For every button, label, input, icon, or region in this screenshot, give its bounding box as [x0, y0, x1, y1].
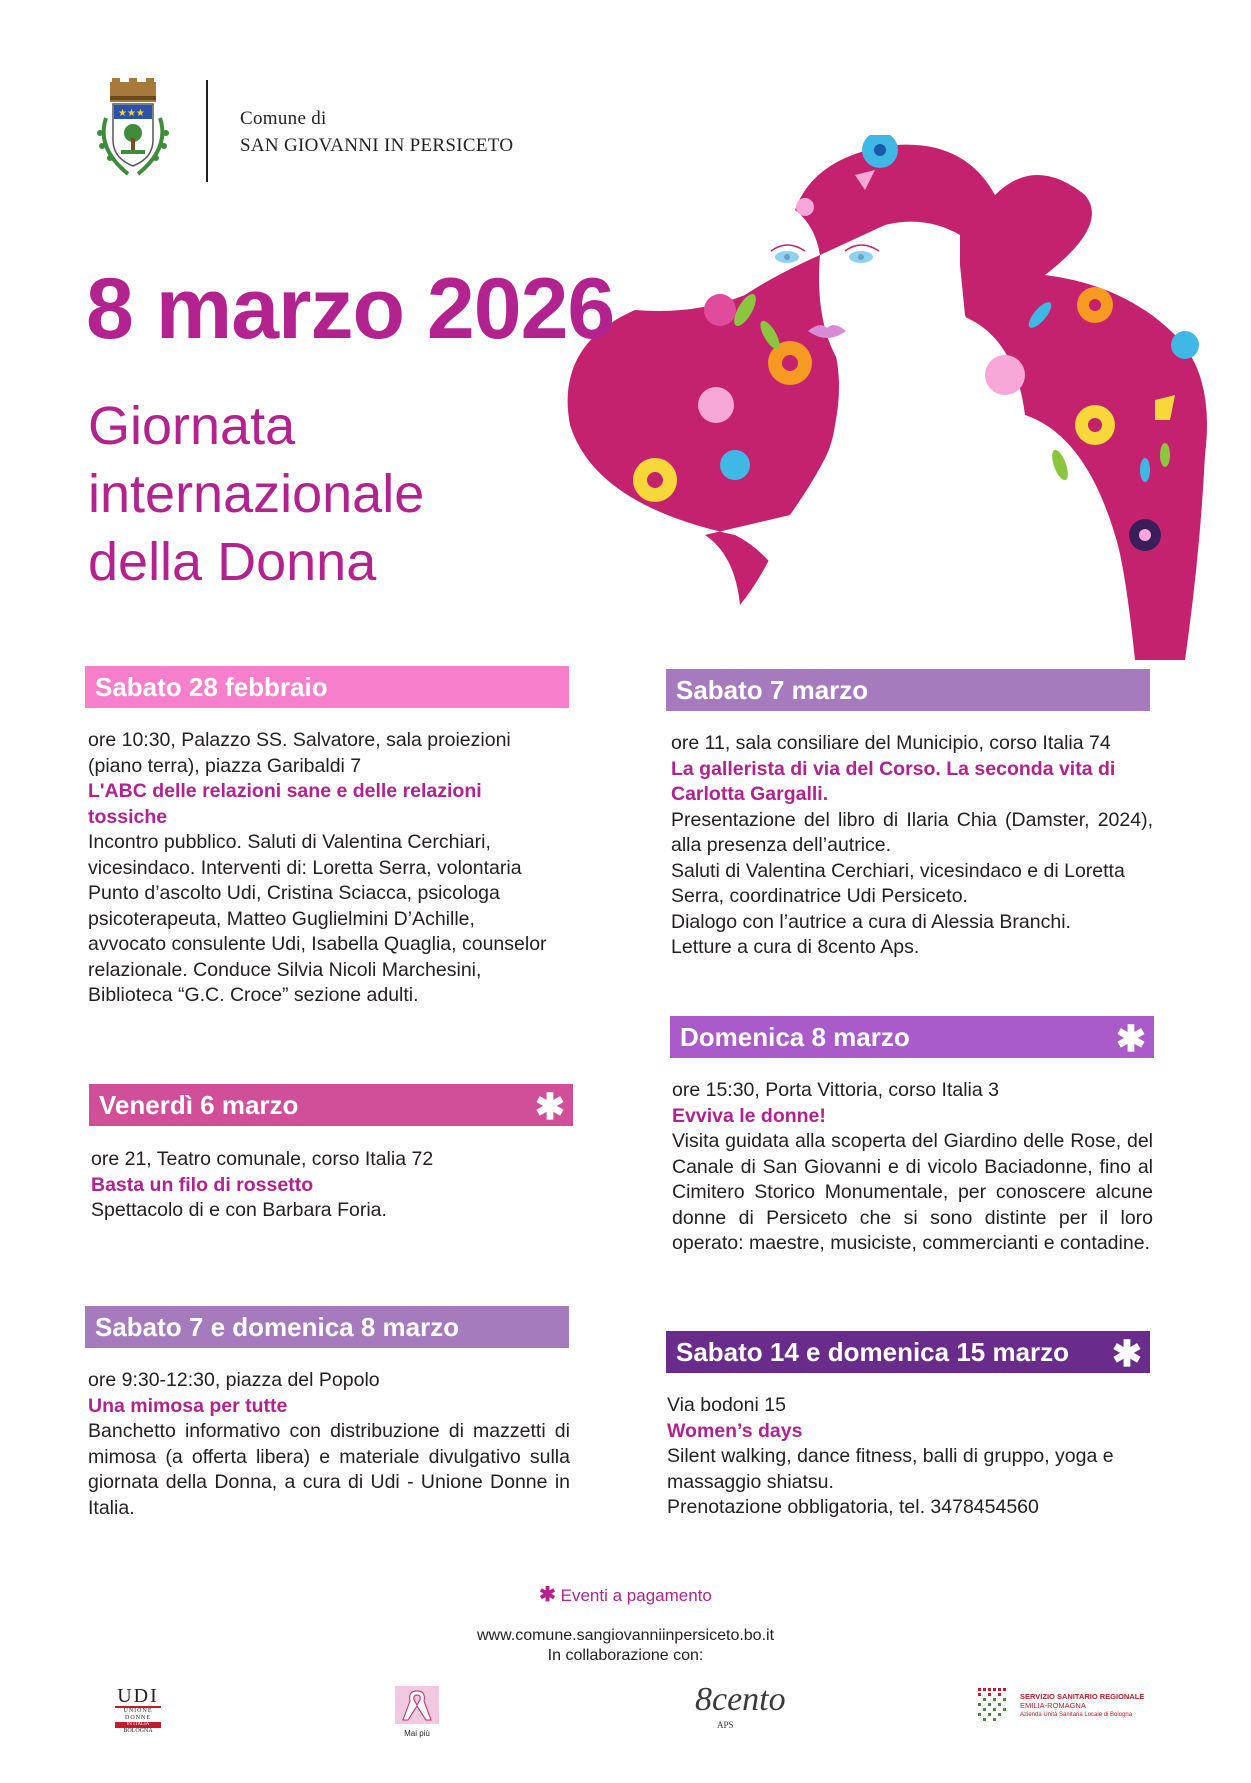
subtitle-line-2: internazionale: [88, 464, 425, 524]
event-4-description-4: Letture a cura di 8cento Aps.: [671, 936, 920, 958]
event-6-heading-bar: [666, 1331, 1150, 1373]
event-2-heading: Venerdì 6 marzo: [99, 1090, 299, 1120]
udi-logo-line-1: UNIONE: [123, 1708, 153, 1714]
event-6-description-1: Silent walking, dance fitness, balli di gruppo, yoga e massaggio shiatsu.: [667, 1445, 1114, 1493]
event-5-when: ore 15:30, Porta Vittoria, corso Italia 3: [672, 1079, 999, 1101]
pink-ribbon-icon: [395, 1686, 439, 1724]
udi-logo-line-3: IN ITALIA: [115, 1722, 161, 1728]
udi-logo-city: BOLOGNA: [123, 1728, 153, 1734]
event-4-when: ore 11, sala consiliare del Municipio, corso Italia 74: [671, 732, 1111, 754]
event-3-body: [88, 1368, 570, 1521]
event-2-when: ore 21, Teatro comunale, corso Italia 72: [91, 1148, 434, 1170]
event-4-description-1: Presentazione del libro di Ilaria Chia (Damster, 2024), alla presenza dell’autrice.: [671, 808, 1153, 856]
ssr-logo-line-3: Azienda Unità Sanitaria Locale di Bologna: [1020, 1712, 1133, 1718]
event-2-heading-bar: [89, 1084, 573, 1126]
website-link[interactable]: www.comune.sangiovanniinpersiceto.bo.it: [476, 1627, 775, 1644]
event-5-body: [672, 1078, 1153, 1257]
event-1-title: L'ABC delle relazioni sane e delle relazioni tossiche: [88, 780, 482, 828]
event-3-description: Banchetto informativo con distribuzione di mazzetti di mimosa (a offerta libera) e materiale divulgativo sulla giornata della Donna, a cura di Udi - Unione Donne in Italia.: [88, 1420, 570, 1519]
event-6-heading: Sabato 14 e domenica 15 marzo: [676, 1337, 1070, 1367]
event-2-description: Spettacolo di e con Barbara Foria.: [91, 1199, 387, 1221]
footer-info: [0, 1626, 1251, 1666]
event-subtitle: [88, 392, 424, 596]
event-4-description-2: Saluti di Valentina Cerchiari, vicesindaco e di Loretta Serra, coordinatrice Udi Persiceto.: [671, 859, 1125, 907]
udi-logo-line-2: DONNE: [125, 1715, 151, 1721]
event-4-heading-bar: [666, 669, 1150, 711]
event-4-body: [671, 731, 1153, 961]
paid-event-star-icon: ✱: [1111, 1333, 1142, 1374]
paid-event-star-icon: ✱: [534, 1086, 565, 1127]
event-1-description: Incontro pubblico. Saluti di Valentina Cerchiari, vicesindaco. Interventi di: Loretta Serra, volontaria Punto d’ascolto Udi, Cristina Sciacca, psicologa psicoterapeuta, Matteo Guglielmini D’Achille, avvocato consulente Udi, Isabella Quaglia, counselor relazionale. Conduce Silvia Nicoli Marchesini, Biblioteca “G.C. Croce” sezione adulti.: [88, 831, 547, 1006]
ssr-logo-line-1: SERVIZIO SANITARIO REGIONALE: [1020, 1692, 1145, 1701]
event-date-title: 8 marzo 2026: [86, 261, 615, 357]
event-5-title: Evviva le donne!: [672, 1104, 826, 1127]
mai-piu-label: Mai più: [404, 1729, 430, 1738]
event-6-when: Via bodoni 15: [667, 1394, 786, 1416]
udi-logo: [115, 1686, 161, 1736]
coat-of-arms-logo: [88, 78, 178, 184]
udi-logo-title: UDI: [115, 1686, 161, 1708]
subtitle-line-3: della Donna: [88, 532, 377, 592]
event-3-heading: Sabato 7 e domenica 8 marzo: [95, 1312, 460, 1342]
event-5-heading: Domenica 8 marzo: [680, 1022, 910, 1052]
ssr-logo-line-2: EMILIA-ROMAGNA: [1020, 1701, 1086, 1710]
event-5-heading-bar: [670, 1016, 1154, 1058]
woman-flower-illustration: [565, 135, 1251, 675]
event-4-title: La gallerista di via del Corso. La seconda vita di Carlotta Gargalli.: [671, 757, 1116, 805]
mai-piu-logo: [392, 1686, 442, 1736]
event-4-heading: Sabato 7 marzo: [676, 675, 869, 705]
event-2-title: Basta un filo di rossetto: [91, 1173, 314, 1196]
comune-label: Comune di: [240, 108, 327, 129]
event-3-title: Una mimosa per tutte: [88, 1394, 288, 1417]
8cento-logo-text: 8cento: [695, 1681, 786, 1718]
event-6-description-2: Prenotazione obbligatoria, tel. 3478454560: [667, 1496, 1039, 1518]
paid-events-label: Eventi a pagamento: [560, 1586, 712, 1605]
event-4-description-3: Dialogo con l’autrice a cura di Alessia Branchi.: [671, 910, 1071, 933]
event-3-heading-bar: [85, 1306, 569, 1348]
event-1-when: ore 10:30, Palazzo SS. Salvatore, sala proiezioni (piano terra), piazza Garibaldi 7: [88, 729, 511, 777]
header-divider: [206, 80, 208, 182]
paid-events-note: [0, 1582, 1251, 1607]
8cento-logo-sub: APS: [717, 1720, 734, 1730]
ssr-grid-icon: [978, 1688, 1012, 1726]
8cento-logo: [695, 1680, 805, 1736]
ssr-logo: [978, 1688, 1178, 1728]
svg-text:★★★: ★★★: [118, 108, 145, 119]
event-5-description: Visita guidata alla scoperta del Giardino delle Rose, del Canale di San Giovanni e di vicolo Baciadonne, fino al Cimitero Storico Monumentale, per conoscere alcune donne di Persiceto che si sono distinte per il loro operato: maestre, musiciste, commercianti e contadine.: [672, 1130, 1153, 1254]
paid-event-star-icon: ✱: [539, 1584, 556, 1606]
event-1-body: [88, 728, 548, 1009]
event-6-body: [667, 1393, 1147, 1521]
collaboration-label: In collaborazione con:: [547, 1647, 704, 1664]
event-1-heading: Sabato 28 febbraio: [95, 672, 328, 702]
paid-event-star-icon: ✱: [1115, 1018, 1146, 1059]
event-2-body: [91, 1147, 561, 1224]
event-6-title: Women’s days: [667, 1419, 803, 1442]
event-1-heading-bar: [85, 666, 569, 708]
event-3-when: ore 9:30-12:30, piazza del Popolo: [88, 1369, 380, 1391]
subtitle-line-1: Giornata: [88, 396, 296, 456]
comune-name: SAN GIOVANNI IN PERSICETO: [240, 135, 514, 156]
